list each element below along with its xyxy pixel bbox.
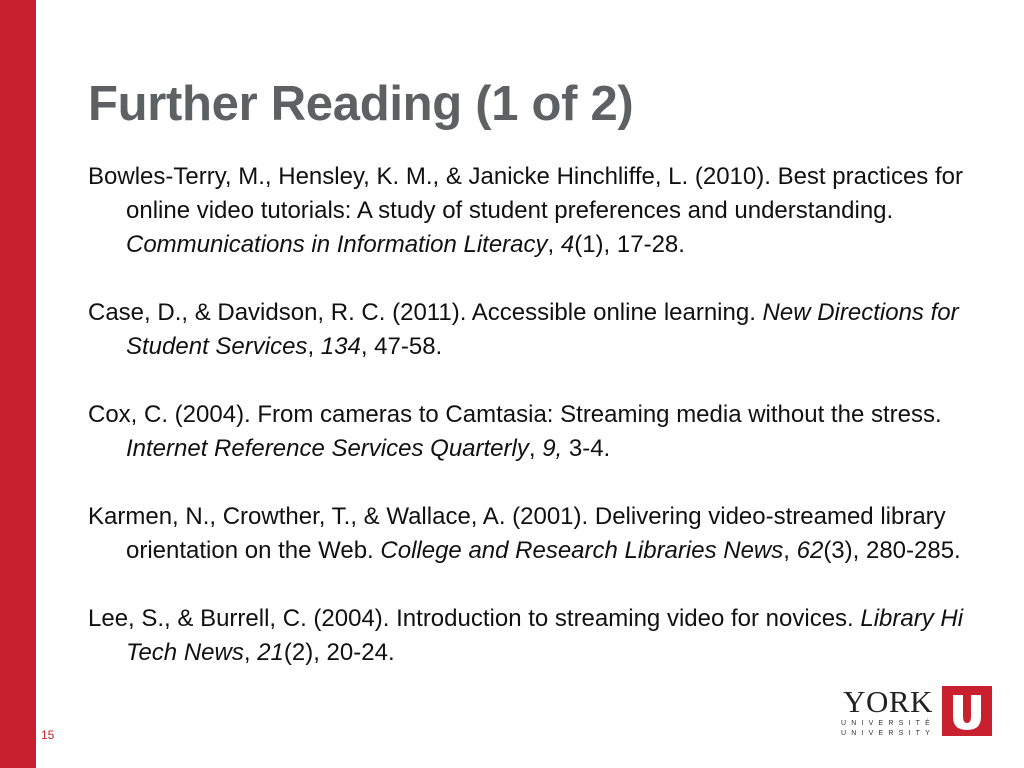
reference-pages: (2), 20-24. [283, 639, 395, 666]
reference-pages: 3-4. [562, 435, 611, 462]
reference-citation: Lee, S., & Burrell, C. (2004). Introduction to streaming video for novices. [88, 605, 861, 632]
reference-separator: , [547, 231, 561, 258]
reference-pages: (1), 17-28. [574, 231, 685, 258]
reference-item [88, 500, 974, 568]
reference-separator: , [783, 537, 797, 564]
reference-journal: College and Research Libraries News [380, 537, 784, 564]
reference-volume: 134 [320, 333, 361, 360]
reference-list [88, 160, 974, 704]
reference-citation: Case, D., & Davidson, R. C. (2011). Accessible online learning. [88, 299, 763, 326]
slide-number: 15 [41, 728, 55, 742]
reference-citation: Bowles-Terry, M., Hensley, K. M., & Janicke Hinchliffe, L. (2010). Best practices for online video tutorials: A study of student preferences and understanding. [88, 163, 963, 224]
reference-item [88, 160, 974, 262]
slide-title: Further Reading (1 of 2) [88, 77, 634, 131]
reference-volume: 9, [542, 435, 563, 462]
logo-line-english: UNIVERSITY [840, 730, 935, 737]
reference-citation: Karmen, N., Crowther, T., & Wallace, A. (2001). Delivering video-streamed library orientation on the Web. [88, 503, 946, 564]
reference-journal: Internet Reference Services Quarterly [126, 435, 529, 462]
reference-journal: Library Hi Tech News [126, 605, 964, 666]
reference-item [88, 296, 974, 364]
reference-separator: , [528, 435, 543, 462]
reference-volume: 62 [796, 537, 824, 564]
side-accent-bar [0, 0, 36, 768]
reference-volume: 21 [257, 639, 284, 666]
reference-separator: , [243, 639, 258, 666]
reference-journal: Communications in Information Literacy [126, 231, 548, 258]
logo-line-french: UNIVERSITÉ [840, 720, 935, 727]
reference-item [88, 602, 974, 670]
york-university-logo [838, 686, 998, 738]
reference-volume: 4 [560, 231, 575, 258]
reference-citation: Cox, C. (2004). From cameras to Camtasia: Streaming media without the stress. [88, 401, 942, 428]
reference-pages: , 47-58. [360, 333, 443, 360]
reference-separator: , [307, 333, 321, 360]
reference-item [88, 398, 974, 466]
reference-pages: (3), 280-285. [823, 537, 961, 564]
logo-wordmark: YORK [843, 684, 933, 719]
york-u-mark-icon [942, 686, 992, 736]
reference-journal: New Directions for Student Services [126, 299, 959, 360]
